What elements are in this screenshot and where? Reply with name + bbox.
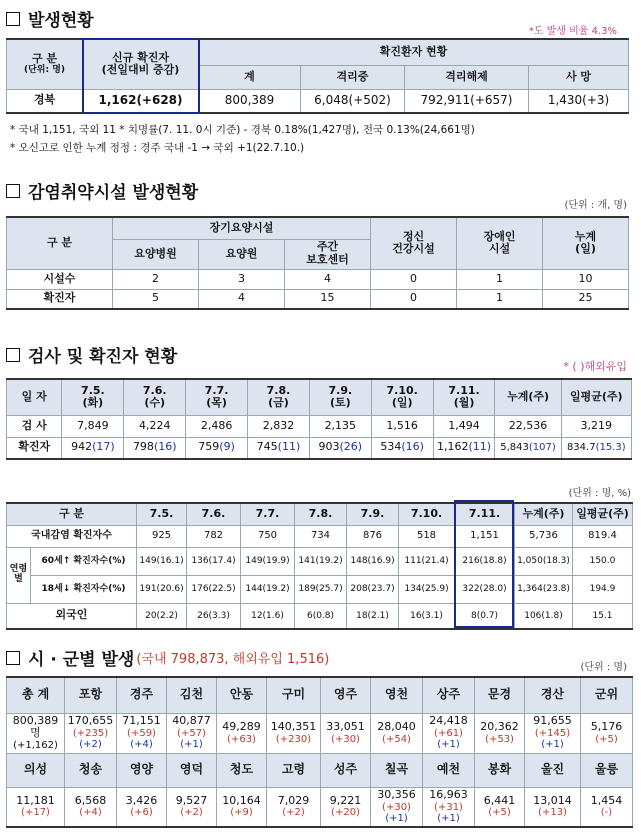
city-delta: (+20) <box>331 807 360 819</box>
city-delta: (+6) <box>130 807 153 819</box>
city-delta: (+13) <box>538 807 567 819</box>
city-name-cell: 군위 <box>581 677 633 713</box>
city-value-cell <box>167 787 217 827</box>
facility-table: 구 분 장기요양시설 정신 건강시설 장애인 시설 누계 (일) 요양병원 요양원 주간 보호센터 시설수 2 3 4 0 1 10 확진자 5 4 15 0 1 25 <box>6 216 629 310</box>
checkbox-square-icon <box>6 651 20 665</box>
city-name-cell: 예천 <box>423 753 475 787</box>
section5-title: 시 · 군별 발생 (국내 798,873, 해외유입 1,516) <box>6 645 329 670</box>
city-name-cell: 청송 <box>65 753 117 787</box>
city-total: 13,014 <box>533 793 572 807</box>
table-row: 외국인 20(2.2) 26(3.3) 12(1.6) 6(0.8) 18(2.1) 16(3.1) 8(0.7) 106(1.8) 15.1 <box>7 603 633 629</box>
city-delta: (+1,162) <box>13 739 58 751</box>
city-value-cell <box>7 713 65 753</box>
city-delta: (+2) <box>282 807 305 819</box>
city-value-cell <box>117 713 167 753</box>
unit-note: (단위 : 명, %) <box>568 488 631 499</box>
city-name-cell: 김천 <box>167 677 217 713</box>
city-delta: (+145)(+1) <box>534 727 571 751</box>
footnote: * 오신고로 인한 누계 정정 : 경주 국내 -1 → 국외 +1(22.7.10.) <box>10 142 305 154</box>
city-value-cell <box>581 713 633 753</box>
city-value-cell <box>267 787 321 827</box>
city-value-cell <box>65 787 117 827</box>
city-delta: (+5) <box>595 733 618 745</box>
city-total: 11,181 <box>16 793 55 807</box>
city-delta: (+2) <box>180 807 203 819</box>
table-row: 연령별 60세↑ 확진자수(%) 149(16.1) 136(17.4) 149(19.9) 141(19.2) 148(16.9) 111(21.4) 216(18.8) 1,050(18.3) 150.0 <box>7 547 633 575</box>
city-delta: (+230) <box>275 733 312 745</box>
city-name-cell: 청도 <box>217 753 267 787</box>
city-name-cell: 경주 <box>117 677 167 713</box>
tests-row: 검 사 7,849 4,224 2,486 2,832 2,135 1,516 1,494 22,536 3,219 <box>7 415 632 437</box>
tests-table: 일 자 7.5. (화) 7.6. (수) 7.7. (목) 7.8. (금) 7.9. (토) 7.10. (일) 7.11. (월) 누계(주) 일평균(주) 검 사 7,849 4,224 2,486 2,832 2,135 1,516 1,494 22,536 3,219 확진자 942(17) 798(16) 759(9) 745(11) 903(26) 534(16) 1,162(11) 5,843(107) 834.7(15.3) <box>6 378 632 460</box>
city-total: 6,441 <box>483 793 516 807</box>
city-total: 10,164 <box>222 793 261 807</box>
city-total: 40,877 <box>172 714 211 728</box>
city-total: 49,289 <box>222 719 261 733</box>
city-total: 71,151 <box>122 714 161 728</box>
city-table <box>6 676 633 828</box>
city-value-cell <box>581 787 633 827</box>
city-delta: (+53) <box>485 733 514 745</box>
city-delta: (+30) <box>331 733 360 745</box>
city-name-cell: 성주 <box>321 753 371 787</box>
city-total: 3,426 <box>125 793 158 807</box>
city-name-cell: 안동 <box>217 677 267 713</box>
city-delta: (+54) <box>382 733 411 745</box>
city-total: 30,356 <box>377 787 416 801</box>
city-total: 33,051 <box>326 719 365 733</box>
section3-title: 검사 및 확진자 현황 <box>6 342 177 367</box>
table-row: 18세↓ 확진자수(%) 191(20.6) 176(22.5) 144(19.2) 189(25.7) 208(23.7) 134(25.9) 322(28.0) 1,364(23.8) 194.9 <box>7 575 633 603</box>
city-value-cell <box>217 787 267 827</box>
city-delta: (+59)(+4) <box>127 727 156 751</box>
city-value-cell <box>321 713 371 753</box>
city-name-cell: 고령 <box>267 753 321 787</box>
new-cases-header: 신규 확진자 (전일대비 증감) <box>83 39 199 89</box>
city-delta: (+17) <box>21 807 50 819</box>
table-row: 국내감염 확진자수 925 782 750 734 876 518 1,151 5,736 819.4 <box>7 525 633 547</box>
city-total: 6,568 <box>74 793 107 807</box>
city-value-cell <box>371 713 423 753</box>
city-name-cell: 구미 <box>267 677 321 713</box>
city-name-cell: 칠곡 <box>371 753 423 787</box>
city-total: 9,221 <box>329 793 362 807</box>
city-value-cell <box>525 787 581 827</box>
city-value-cell <box>371 787 423 827</box>
city-delta: (+235)(+2) <box>72 727 109 751</box>
city-delta: (+30)(+1) <box>382 801 411 825</box>
city-delta: (+4) <box>79 807 102 819</box>
age-table: 구 분 7.5. 7.6. 7.7. 7.8. 7.9. 7.10. 7.11. 누계(주) 일평균(주) 국내감염 확진자수 925 782 750 734 876 518 1,151 5,736 819.4 연령별 60세↑ 확진자수(%) 149(16.1) 136(17.4) 149(19.9) 141(19.2) 148(16.9) 111(21.4) 216(18.8) 1,050(18.3) 150.0 18세↓ 확진자수(%) 191(20.6) 176(22.5) 144(19.2) 189(25.7) 208(23.7) 134(25.9) 322(28.0) 1,364(23.8) 194.9 외국인 20(2.2) 26(3.3) 12(1.6) 6(0.8) 18(2.1) 16(3.1) 8(0.7) 106(1.8) 15.1 <box>6 502 633 630</box>
city-total: 140,351 <box>270 719 317 733</box>
checkbox-square-icon <box>6 12 20 26</box>
city-name-cell: 영천 <box>371 677 423 713</box>
unit-note: (단위 : 명) <box>580 662 627 673</box>
city-name-cell: 영덕 <box>167 753 217 787</box>
table-row: 경북 1,162(+628) 800,389 6,048(+502) 792,911(+657) 1,430(+3) <box>7 89 629 113</box>
city-name-cell: 봉화 <box>475 753 525 787</box>
checkbox-square-icon <box>6 184 20 198</box>
city-value-cell <box>423 713 475 753</box>
city-name-cell: 포항 <box>65 677 117 713</box>
city-value-cell <box>423 787 475 827</box>
city-name-cell: 문경 <box>475 677 525 713</box>
city-total: 28,040 <box>377 719 416 733</box>
city-name-cell: 경산 <box>525 677 581 713</box>
city-value-cell <box>217 713 267 753</box>
section2-title: 감염취약시설 발생현황 <box>6 178 198 203</box>
table-row: 시설수 2 3 4 0 1 10 <box>7 269 629 289</box>
city-total: 800,389명 <box>12 713 59 740</box>
city-value-cell <box>7 787 65 827</box>
checkbox-square-icon <box>6 348 20 362</box>
city-name-cell: 상주 <box>423 677 475 713</box>
city-total: 5,176 <box>590 719 623 733</box>
city-value-cell <box>167 713 217 753</box>
city-delta: (-) <box>600 807 613 819</box>
province-ratio-note: *도 발생 비율 4.3% <box>528 26 617 37</box>
unit-note: (단위 : 개, 명) <box>564 200 627 211</box>
city-name-cell: 영양 <box>117 753 167 787</box>
city-value-cell <box>525 713 581 753</box>
city-delta: (+63) <box>227 733 256 745</box>
city-delta: (+9) <box>230 807 253 819</box>
city-value-cell <box>475 713 525 753</box>
city-value-cell <box>267 713 321 753</box>
city-total: 91,655 <box>533 714 572 728</box>
city-total: 24,418 <box>429 714 468 728</box>
city-total: 16,963 <box>429 787 468 801</box>
city-total: 1,454 <box>590 793 623 807</box>
city-total: 7,029 <box>277 793 310 807</box>
overseas-note: * ( )해외유입 <box>563 360 627 373</box>
status-table: 구 분 (단위: 명) 신규 확진자 (전일대비 증감) 확진환자 현황 계 격리중 격리해제 사 망 경북 1,162(+628) 800,389 6,048(+502) 792,911(+657) 1,430(+3) <box>6 38 629 114</box>
city-delta: (+5) <box>488 807 511 819</box>
footnote: * 국내 1,151, 국외 11 * 치명률(7. 11. 0시 기준) - 경북 0.18%(1,427명), 전국 0.13%(24,661명) <box>10 124 475 136</box>
city-delta: (+31)(+1) <box>434 801 463 825</box>
city-total: 20,362 <box>480 719 519 733</box>
city-delta: (+57)(+1) <box>177 727 206 751</box>
city-name-cell: 울진 <box>525 753 581 787</box>
city-value-cell <box>475 787 525 827</box>
table-row: 확진자 5 4 15 0 1 25 <box>7 289 629 309</box>
city-name-cell: 의성 <box>7 753 65 787</box>
city-delta: (+61)(+1) <box>434 727 463 751</box>
city-value-cell <box>321 787 371 827</box>
cases-row: 확진자 942(17) 798(16) 759(9) 745(11) 903(26) 534(16) 1,162(11) 5,843(107) 834.7(15.3) <box>7 437 632 459</box>
city-name-cell: 총 계 <box>7 677 65 713</box>
city-total: 170,655 <box>67 714 114 728</box>
city-name-cell: 울릉 <box>581 753 633 787</box>
city-total: 9,527 <box>175 793 208 807</box>
city-value-cell <box>65 713 117 753</box>
city-value-cell <box>117 787 167 827</box>
section1-title: 발생현황 <box>6 6 94 31</box>
city-name-cell: 영주 <box>321 677 371 713</box>
